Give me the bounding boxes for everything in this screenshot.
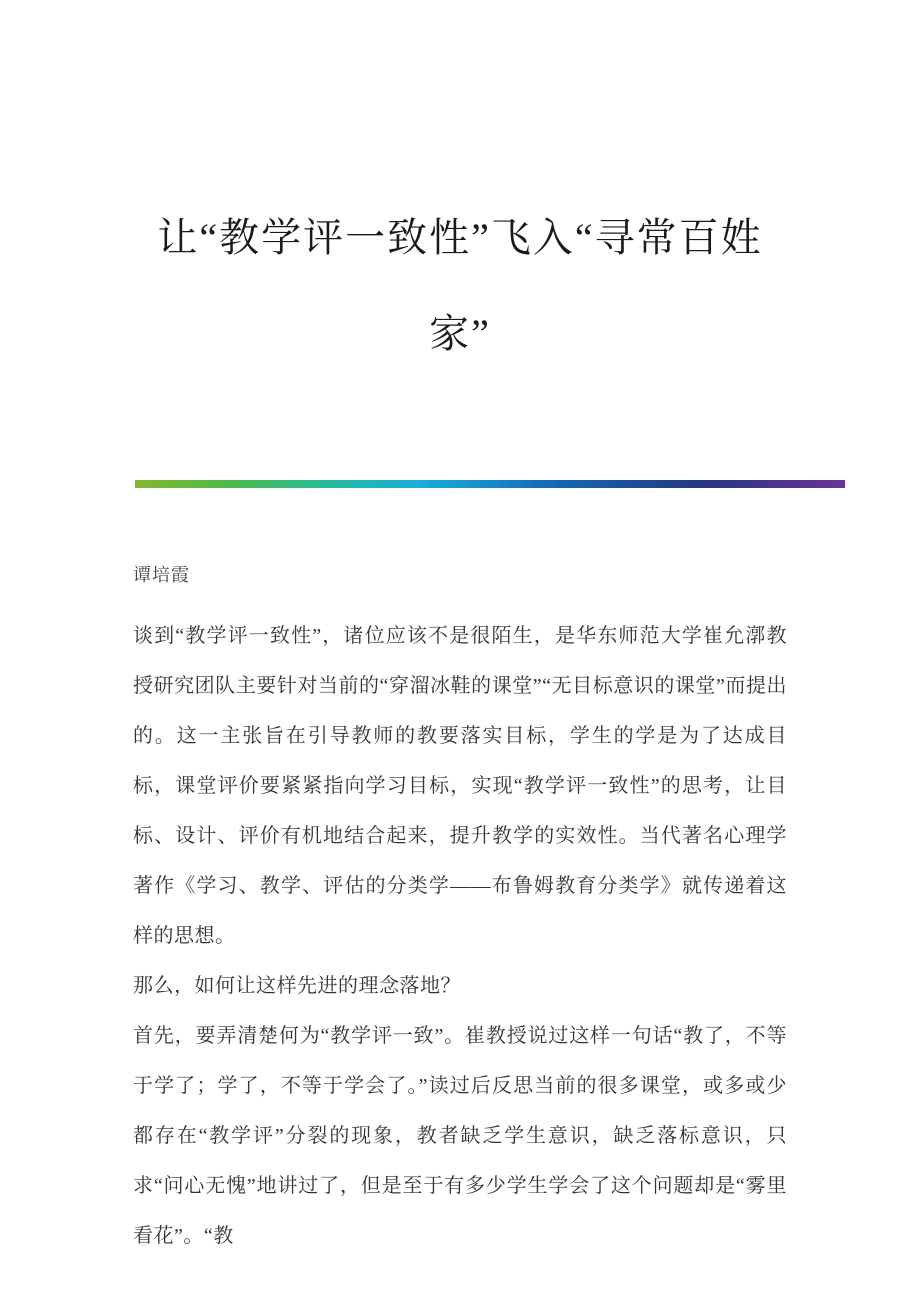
paragraph-1: 谈到“教学评一致性”，诸位应该不是很陌生，是华东师范大学崔允漷教授研究团队主要针对当前的“穿溜冰鞋的课堂”“无目标意识的课堂”而提出的。这一主张旨在引导教师的教要落实目标，学生的学是为了达成目标，课堂评价要紧紧指向学习目标，实现“教学评一致性”的思考，让目标、设计、评价有机地结合起来，提升教学的实效性。当代著名心理学著作《学习、教学、评估的分类学——布鲁姆教育分类学》就传递着这样的思想。 <box>133 625 787 947</box>
document-title-line-1: 让“教学评一致性”飞入“寻常百姓 <box>157 215 763 260</box>
paragraph-2: 那么，如何让这样先进的理念落地？ <box>133 975 461 997</box>
document-title-line-2: 家” <box>429 311 491 356</box>
document-title <box>0 190 920 382</box>
author-name: 谭培霞 <box>133 565 190 585</box>
article-body <box>133 611 787 1261</box>
gradient-divider <box>135 480 845 488</box>
paragraph-3: 首先，要弄清楚何为“教学评一致”。崔教授说过这样一句话“教了，不等于学了；学了，不等于学会了。”读过后反思当前的很多课堂，或多或少都存在“教学评”分裂的现象，教者缺乏学生意识，缺乏落标意识，只求“问心无愧”地讲过了，但是至于有多少学生学会了这个问题却是“雾里看花”。“教 <box>133 1025 787 1247</box>
